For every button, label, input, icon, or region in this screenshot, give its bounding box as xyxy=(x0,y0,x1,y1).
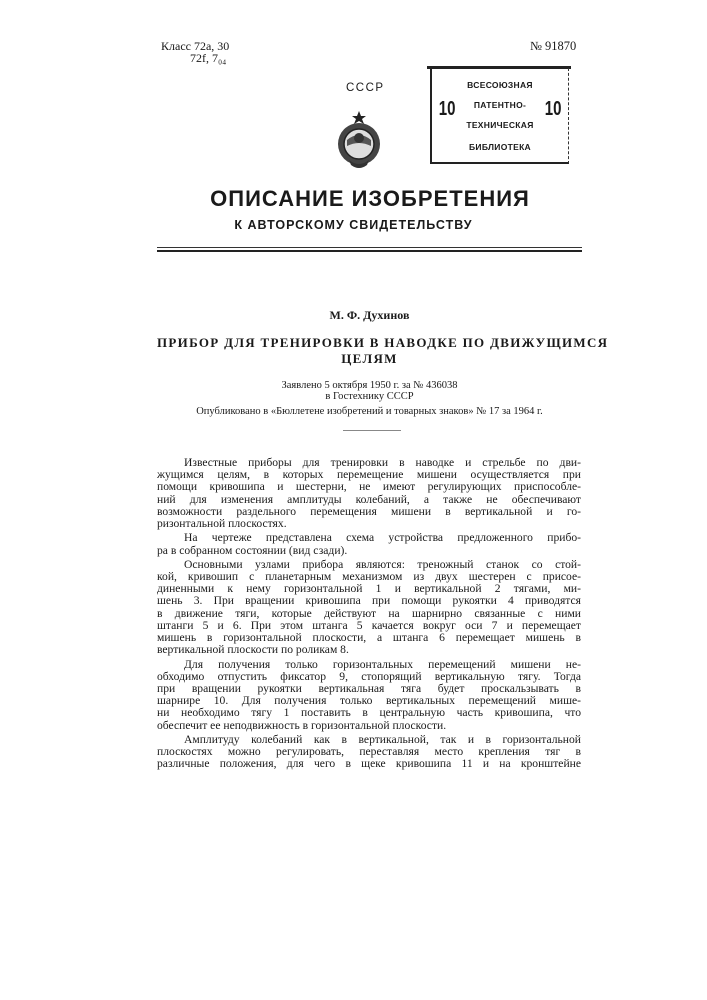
invention-title-line: ЦЕЛЯМ xyxy=(157,351,582,367)
stamp-line: ВСЕСОЮЗНАЯ xyxy=(432,80,568,90)
paragraph-line: штанги 5 и 6. При этом штанга 5 качается вокруг оси 7 и перемещает xyxy=(157,620,581,632)
paragraph-line: На чертеже представлена схема устройства предложенного прибо- xyxy=(157,532,581,544)
description-body xyxy=(157,457,581,770)
state-emblem-icon xyxy=(335,110,383,172)
paragraph-line: обходимо отпустить фиксатор 9, стопорящий вертикальную тягу. Тогда xyxy=(157,671,581,683)
stamp-left-number: 10 xyxy=(439,98,456,121)
filed-line: Заявлено 5 октября 1950 г. за № 436038 xyxy=(157,380,582,391)
paragraph-line: помощи кривошипа и шестерни, не имеют регулирующих приспособле- xyxy=(157,481,581,493)
stamp-line: ПАТЕНТНО- xyxy=(432,100,568,110)
class-line-2: 72f, 7₀₄ xyxy=(190,52,226,64)
invention-title-line: ПРИБОР ДЛЯ ТРЕНИРОВКИ В НАВОДКЕ ПО ДВИЖУЩИМСЯ xyxy=(157,335,582,351)
header-rule xyxy=(157,247,582,248)
paragraph-line: жущимся целям, в которых перемещение мишени осуществляется при xyxy=(157,469,581,481)
paragraph-line: ний для изменения амплитуды колебаний, а также не обеспечивают xyxy=(157,494,581,506)
paragraph-line: ни необходимо тягу 1 поставить в центральную часть кривошипа, что xyxy=(157,707,581,719)
paragraph-line: Известные приборы для тренировки в наводке и стрельбе по дви- xyxy=(157,457,581,469)
stamp-line: ТЕХНИЧЕСКАЯ xyxy=(432,120,568,130)
stamp-right-number: 10 xyxy=(545,98,562,121)
paragraph-line: плоскостях можно регулировать, переставляя место крепления тяг в xyxy=(157,746,581,758)
paragraph-line: шень 3. При вращении кривошипа при помощи рукоятки 4 приводятся xyxy=(157,595,581,607)
paragraph-line: возможности раздельного перемещения мишени в вертикальной и го- xyxy=(157,506,581,518)
paragraph-line: Амплитуду колебаний как в вертикальной, так и в горизонтальной xyxy=(157,734,581,746)
paragraph-line: диненными к нему горизонтальной 1 и вертикальной 2 тягами, ми- xyxy=(157,583,581,595)
author-name: М. Ф. Духинов xyxy=(157,308,582,323)
document-title: ОПИСАНИЕ ИЗОБРЕТЕНИЯ xyxy=(0,186,707,212)
patent-number: № 91870 xyxy=(530,39,576,54)
paragraph-line: ра в собранном состоянии (вид сзади). xyxy=(157,545,581,557)
paragraph-line: Для получения только горизонтальных перемещений мишени не- xyxy=(157,659,581,671)
header-rule-thick xyxy=(157,250,582,252)
country-label: СССР xyxy=(346,82,385,94)
separator-rule xyxy=(343,430,401,431)
stamp-line: БИБЛИОТЕКА xyxy=(432,142,568,152)
paragraph-line: кой, кривошип с планетарным механизмом из двух шестерен с присое- xyxy=(157,571,581,583)
library-stamp xyxy=(430,68,569,164)
paragraph-line: ризонтальной плоскостях. xyxy=(157,518,581,530)
class-line-1: Класс 72а, 30 xyxy=(161,40,229,52)
paragraph-line: при вращении рукоятки вертикальная тяга будет проскальзывать в xyxy=(157,683,581,695)
paragraph-line: Основными узлами прибора являются: треножный станок со стой- xyxy=(157,559,581,571)
document-subtitle: К АВТОРСКОМУ СВИДЕТЕЛЬСТВУ xyxy=(0,218,707,232)
paragraph-line: вертикальной плоскости по роликам 8. xyxy=(157,644,581,656)
filed-line: в Гостехнику СССР xyxy=(157,391,582,402)
paragraph-line: мишень в горизонтальной плоскости, а штанга 6 перемещает мишень в xyxy=(157,632,581,644)
paragraph-line: различные положения, для чего в щеке кривошипа 11 и на кронштейне xyxy=(157,758,581,770)
paragraph-line: обеспечит ее неподвижность в горизонтальной плоскости. xyxy=(157,720,581,732)
paragraph-line: шарнире 10. Для получения только вертикальных перемещений мише- xyxy=(157,695,581,707)
published-line: Опубликовано в «Бюллетене изобретений и товарных знаков» № 17 за 1964 г. xyxy=(157,406,582,417)
paragraph-line: в движение тяги, которые действуют на шарнирно связанные с ними xyxy=(157,608,581,620)
